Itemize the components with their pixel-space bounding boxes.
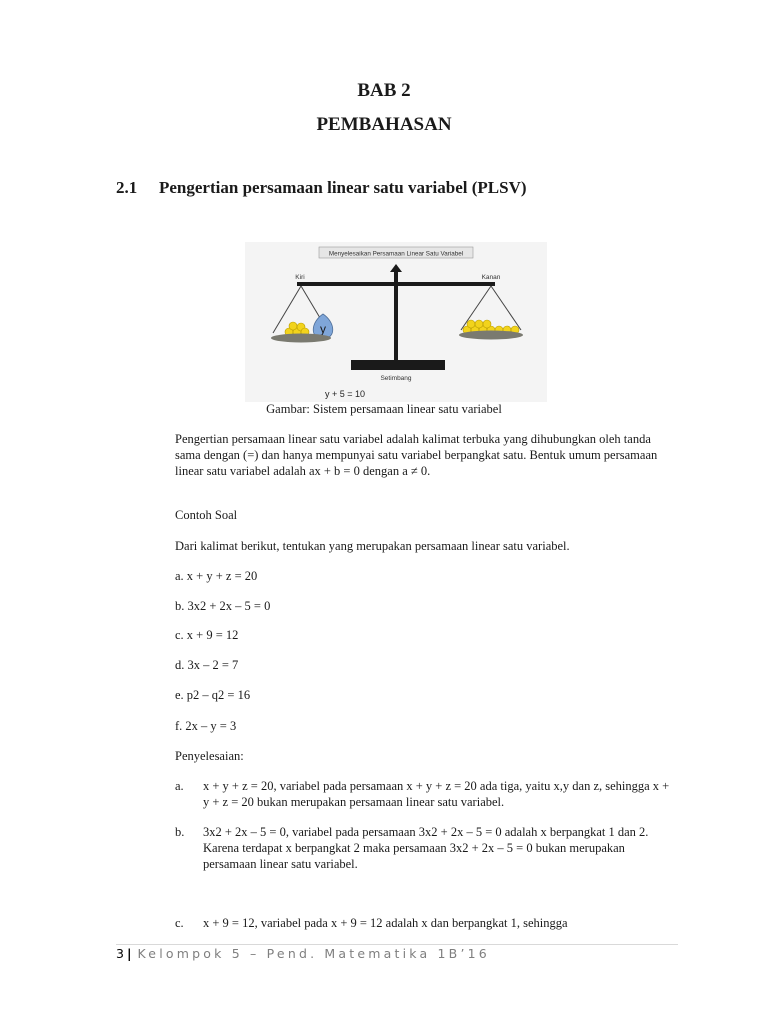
option-item: c. x + 9 = 12 [175,628,239,642]
option-item: d. 3x – 2 = 7 [175,658,239,672]
figure-caption: Gambar: Sistem persamaan linear satu variabel [266,402,502,416]
ball-icon [289,322,297,330]
option-item: a. x + y + z = 20 [175,569,258,583]
scale-base [351,360,445,370]
option-item: f. 2x – y = 3 [175,719,237,733]
section-title: Pengertian persamaan linear satu variabel (PLSV) [159,178,527,197]
question-text: Dari kalimat berikut, tentukan yang merupakan persamaan linear satu variabel. [175,539,570,553]
definition-paragraph: Pengertian persamaan linear satu variabel adalah kalimat terbuka yang dihubungkan oleh tanda sama dengan (=) dan hanya mempunyai satu variabel berpangkat satu. Bentuk umum persamaan linear satu variabel adalah ax + b = 0 dengan a ≠ 0. [175,432,658,478]
chapter-title: PEMBAHASAN [316,114,452,135]
answer-label: c. [175,916,184,930]
answer-item [175,778,673,810]
figure-header: Menyelesaikan Persamaan Linear Satu Variabel [328,250,464,258]
right-pan-label: Kanan [481,274,501,281]
answer-label: a. [175,779,184,793]
chapter-number: BAB 2 [357,80,411,101]
solution-heading: Penyelesaian: [175,749,244,763]
section-number: 2.1 [116,178,138,197]
option-item: b. 3x2 + 2x – 5 = 0 [175,599,271,613]
answer-item [175,824,673,872]
footer-separator: | [126,946,132,961]
balance-scale-figure [245,242,547,402]
page-number: 3 [116,946,125,961]
answer-text: 3x2 + 2x – 5 = 0, variabel pada persamaan 3x2 + 2x – 5 = 0 adalah x berpangkat 1 dan 2. Karena terdapat x berpangkat 2 maka persamaan 3x2 + 2x – 5 = 0 bukan merupakan persamaan linear satu variabel. [203,825,649,871]
answer-text: x + y + z = 20, variabel pada persamaan x + y + z = 20 ada tiga, yaitu x,y dan z, sehingga x + y + z = 20 bukan merupakan persamaan linear satu variabel. [203,779,670,809]
page-footer [116,946,490,961]
balance-scale-illustration [245,242,547,402]
example-heading: Contoh Soal [175,508,238,522]
ball-icon [467,320,475,328]
answer-label: b. [175,825,185,839]
answer-item [175,915,673,931]
left-pan [271,334,331,343]
right-pan [459,331,523,340]
footer-text: Kelompok 5 – Pend. Matematika 1B’16 [137,946,490,961]
answer-text: x + 9 = 12, variabel pada x + 9 = 12 adalah x dan berpangkat 1, sehingga [203,916,568,930]
ball-icon [483,320,491,328]
scale-post [394,272,398,364]
figure-equation: y + 5 = 10 [324,389,366,399]
balanced-label: Setimbang [380,375,412,382]
section-heading [116,178,527,198]
ball-icon [475,320,483,328]
footer-divider [116,944,678,945]
variable-label: y [320,322,326,336]
option-item: e. p2 – q2 = 16 [175,688,251,702]
left-pan-label: Kiri [295,274,305,281]
